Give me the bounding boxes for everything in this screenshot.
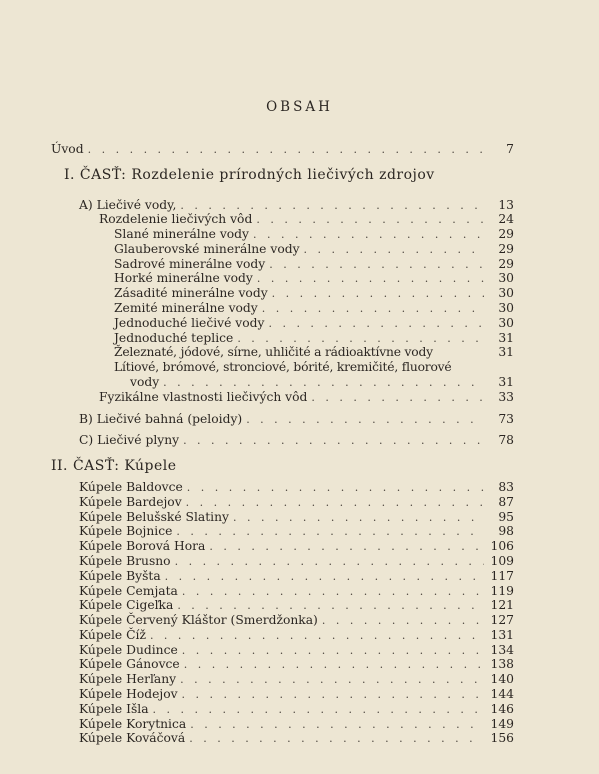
part-heading-1: I. ČASŤ: Rozdelenie prírodných liečivých zdrojov	[64, 167, 435, 183]
leader-dots	[183, 434, 484, 448]
toc-entry-page: 134	[490, 643, 514, 657]
leader-dots	[153, 703, 484, 717]
toc-entry-page: 31	[498, 331, 514, 345]
leader-dots	[253, 228, 484, 242]
leader-dots	[180, 673, 484, 687]
toc-entry-title: C) Liečivé plyny	[79, 433, 180, 447]
toc-entry-spa	[79, 657, 514, 671]
toc-entry-spa	[79, 628, 514, 642]
toc-entry-page: 146	[490, 702, 514, 716]
toc-entry-title: Kúpele Korytnica	[79, 717, 187, 731]
toc-entry-title: Kúpele Červený Kláštor (Smerdžonka)	[79, 613, 318, 627]
toc-entry-spa	[79, 495, 514, 509]
leader-dots	[187, 481, 484, 495]
toc-entry-spa	[79, 598, 514, 612]
toc-entry-title: Zemité minerálne vody	[114, 301, 258, 315]
toc-entry-title: Kúpele Dudince	[79, 643, 178, 657]
toc-entry-title: Kúpele Herľany	[79, 672, 177, 686]
toc-entry-spa	[79, 524, 514, 538]
toc-entry-title: Kúpele Baldovce	[79, 480, 183, 494]
leader-dots	[180, 199, 484, 213]
toc-entry-spa	[79, 554, 514, 568]
toc-entry-page: 30	[498, 316, 514, 330]
toc-entry-page: 29	[498, 242, 514, 256]
toc-entry-title: Kúpele Gánovce	[79, 657, 180, 671]
toc-entry-page: 31	[498, 345, 514, 359]
toc-entry-water	[114, 271, 514, 285]
leader-dots	[176, 525, 484, 539]
toc-entry-page: 140	[490, 672, 514, 686]
toc-entry-section-b	[79, 412, 514, 426]
toc-entry-spa	[79, 510, 514, 524]
toc-entry-title: Kúpele Cemjata	[79, 584, 178, 598]
toc-entry-water	[114, 301, 514, 315]
toc-entry-title: Kúpele Brusno	[79, 554, 171, 568]
part-heading-2: II. ČASŤ: Kúpele	[51, 458, 177, 474]
toc-entry-page: 144	[490, 687, 514, 701]
leader-dots	[182, 688, 484, 702]
toc-entry-page: 30	[498, 286, 514, 300]
toc-entry-title: Jednoduché liečivé vody	[114, 316, 265, 330]
toc-entry-spa	[79, 643, 514, 657]
toc-entry-section-a	[79, 198, 514, 212]
leader-dots	[177, 599, 484, 613]
toc-entry-title: Rozdelenie liečivých vôd	[99, 212, 253, 226]
page-title: OBSAH	[266, 99, 333, 115]
toc-entry-title: Kúpele Išla	[79, 702, 149, 716]
toc-entry-litiove-line2	[130, 375, 514, 389]
toc-entry-page: 138	[490, 657, 514, 671]
toc-entry-title: Kúpele Bardejov	[79, 495, 182, 509]
toc-entry-fyzikalne	[99, 390, 514, 404]
toc-entry-page: 121	[490, 598, 514, 612]
leader-dots	[322, 614, 484, 628]
toc-entry-spa	[79, 702, 514, 716]
toc-entry-title: Glauberovské minerálne vody	[114, 242, 300, 256]
toc-entry-title: Kúpele Cigeľka	[79, 598, 174, 612]
toc-entry-spa	[79, 717, 514, 731]
toc-entry-title: Fyzikálne vlastnosti liečivých vôd	[99, 390, 308, 404]
toc-entry-section-c	[79, 433, 514, 447]
toc-entry-title: Úvod	[51, 142, 84, 156]
toc-entry-water	[114, 286, 514, 300]
leader-dots	[269, 258, 484, 272]
toc-entry-page: 95	[498, 510, 514, 524]
toc-entry-spa	[79, 539, 514, 553]
toc-entry-page: 78	[498, 433, 514, 447]
toc-entry-page: 156	[490, 731, 514, 745]
toc-entry-page: 29	[498, 227, 514, 241]
toc-entry-title: Zásadité minerálne vody	[114, 286, 268, 300]
leader-dots	[262, 302, 484, 316]
leader-dots	[304, 243, 484, 257]
toc-entry-title: A) Liečivé vody,	[79, 198, 177, 212]
toc-entry-title: Horké minerálne vody	[114, 271, 253, 285]
toc-entry-water	[114, 242, 514, 256]
leader-dots	[272, 287, 484, 301]
toc-entry-intro	[51, 142, 514, 156]
toc-entry-title: Slané minerálne vody	[114, 227, 250, 241]
leader-dots	[237, 332, 484, 346]
toc-entry-page: 7	[506, 142, 514, 156]
leader-dots	[268, 317, 484, 331]
leader-dots	[175, 555, 484, 569]
toc-entry-water	[114, 227, 514, 241]
toc-entry-page: 24	[498, 212, 514, 226]
toc-entry-spa	[79, 731, 514, 745]
leader-dots	[246, 413, 484, 427]
toc-entry-page: 30	[498, 271, 514, 285]
leader-dots	[257, 272, 484, 286]
leader-dots	[163, 376, 484, 390]
toc-entry-spa	[79, 687, 514, 701]
toc-entry-spa	[79, 480, 514, 494]
toc-entry-title: Kúpele Borová Hora	[79, 539, 206, 553]
toc-entry-spa	[79, 569, 514, 583]
toc-entry-page: 13	[498, 198, 514, 212]
toc-entry-page: 33	[498, 390, 514, 404]
leader-dots	[184, 658, 484, 672]
leader-dots	[189, 732, 484, 746]
toc-entry-title: Kúpele Byšta	[79, 569, 161, 583]
toc-entry-title: Kúpele Kováčová	[79, 731, 186, 745]
toc-entry-page: 29	[498, 257, 514, 271]
leader-dots	[256, 213, 484, 227]
toc-entry-title: Kúpele Bojnice	[79, 524, 173, 538]
toc-entry-page: 127	[490, 613, 514, 627]
toc-entry-title: Kúpele Belušské Slatiny	[79, 510, 229, 524]
toc-entry-zelezna	[114, 345, 514, 359]
toc-entry-page: 106	[490, 539, 514, 553]
toc-entry-water	[114, 257, 514, 271]
leader-dots	[190, 718, 484, 732]
leader-dots	[182, 585, 484, 599]
toc-entry-title: Železnaté, jódové, sírne, uhličité a rádioaktívne vody	[114, 345, 433, 359]
toc-entry-title: B) Liečivé bahná (peloidy)	[79, 412, 243, 426]
toc-entry-page: 109	[490, 554, 514, 568]
toc-entry-title: Kúpele Číž	[79, 628, 146, 642]
toc-entry-page: 119	[490, 584, 514, 598]
toc-entry-title: Jednoduché teplice	[114, 331, 234, 345]
leader-dots	[165, 570, 484, 584]
toc-entry-page: 131	[490, 628, 514, 642]
toc-entry-spa	[79, 613, 514, 627]
leader-dots	[182, 644, 484, 658]
toc-entry-spa	[79, 672, 514, 686]
toc-entry-page: 30	[498, 301, 514, 315]
toc-entry-title: Sadrové minerálne vody	[114, 257, 266, 271]
toc-entry-title: vody	[130, 375, 160, 389]
toc-entry-litiove-line1: Lítiové, brómové, stronciové, bórité, kremičité, fluorové	[114, 360, 452, 374]
toc-entry-water	[114, 316, 514, 330]
toc-entry-page: 117	[490, 569, 514, 583]
leader-dots	[186, 496, 484, 510]
leader-dots	[233, 511, 484, 525]
leader-dots	[150, 629, 484, 643]
toc-entry-page: 73	[498, 412, 514, 426]
toc-entry-rozdelenie	[99, 212, 514, 226]
toc-entry-spa	[79, 584, 514, 598]
toc-entry-page: 87	[498, 495, 514, 509]
leader-dots	[209, 540, 484, 554]
leader-dots	[88, 143, 484, 157]
leader-dots	[311, 391, 484, 405]
toc-entry-page: 31	[498, 375, 514, 389]
toc-entry-water	[114, 331, 514, 345]
toc-entry-page: 98	[498, 524, 514, 538]
toc-entry-title: Kúpele Hodejov	[79, 687, 178, 701]
toc-entry-page: 83	[498, 480, 514, 494]
toc-entry-page: 149	[490, 717, 514, 731]
